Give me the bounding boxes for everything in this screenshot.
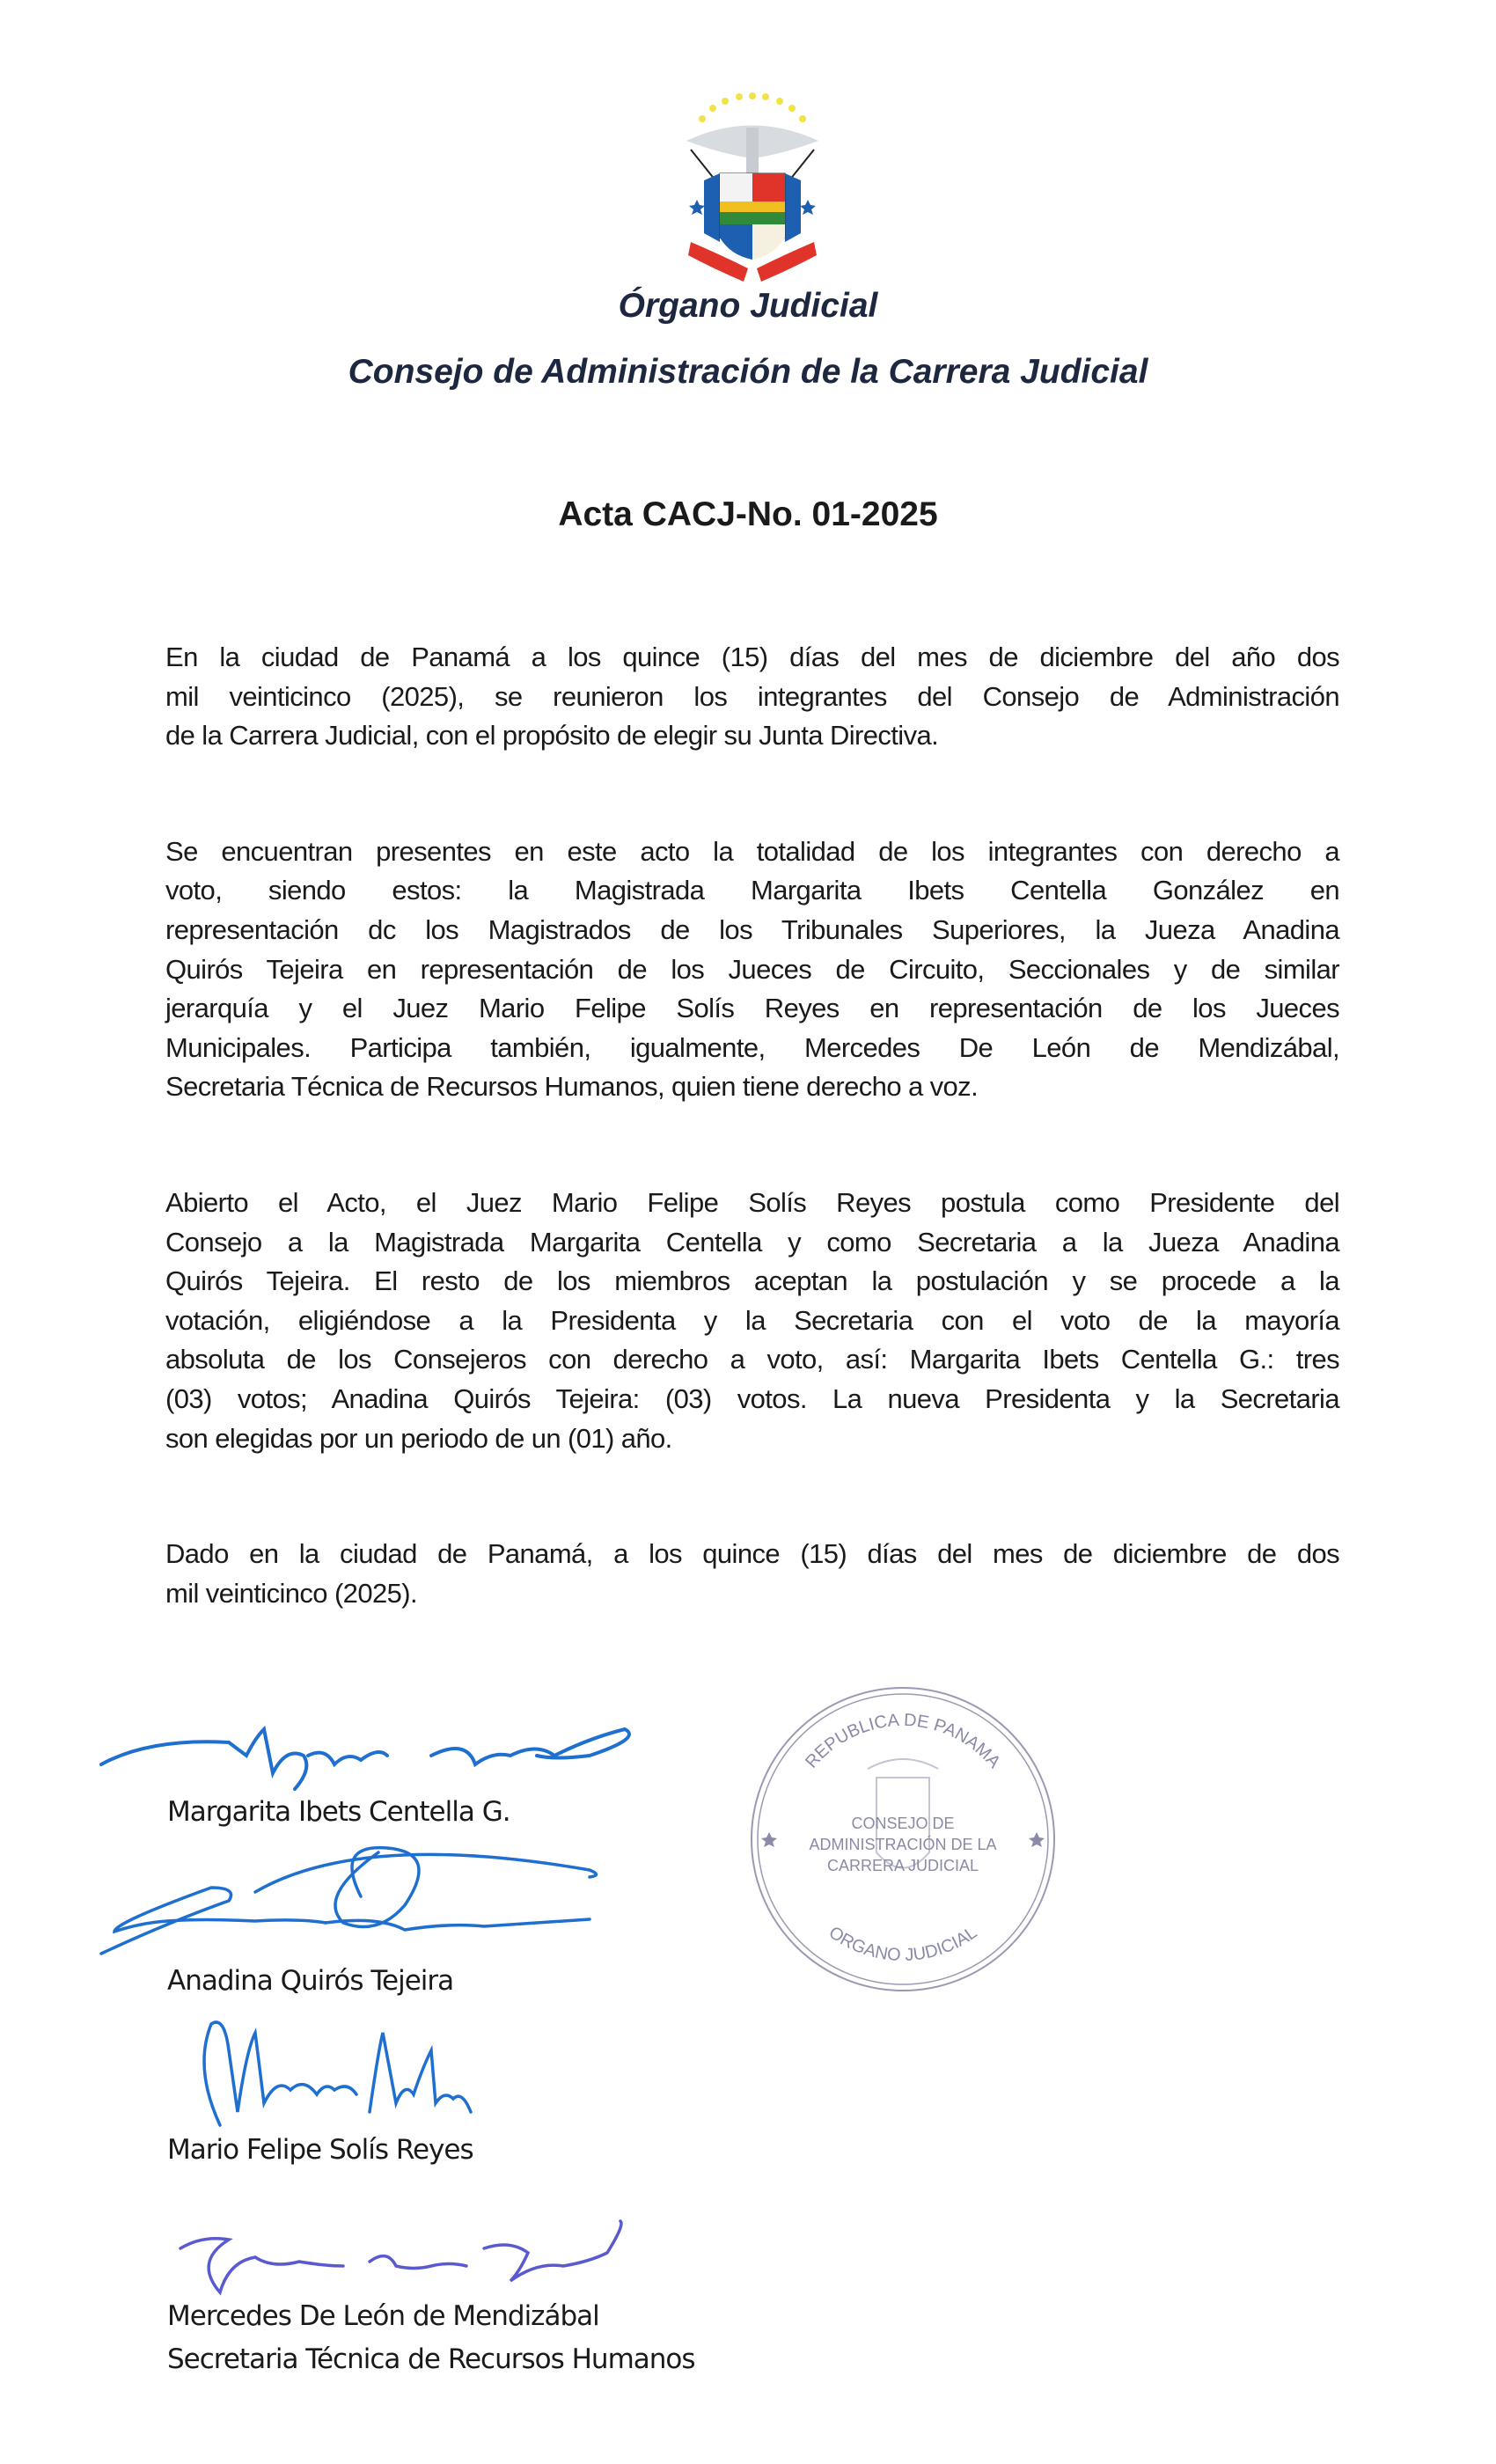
paragraph-election (165, 1184, 1339, 1458)
official-seal (744, 1681, 1061, 1998)
signatory-name: Margarita Ibets Centella G. (167, 1796, 510, 1828)
text-line: son elegidas por un periodo de un (01) año. (165, 1422, 672, 1454)
text-line: absoluta de los Consejeros con derecho a voto, así: Margarita Ibets Centella G.: tres (165, 1344, 1339, 1375)
paragraph-opening (165, 638, 1339, 756)
text-line: Consejo a la Magistrada Margarita Centella y como Secretaria a la Jueza Anadina (165, 1226, 1339, 1258)
text-line: Quirós Tejeira en representación de los Jueces de Circuito, Seccionales y de similar (165, 953, 1339, 985)
coat-of-arms-emblem (678, 92, 827, 286)
signatory-role: Secretaria Técnica de Recursos Humanos (167, 2343, 695, 2375)
text-line: Municipales. Participa también, igualmente, Mercedes De León de Mendizábal, (165, 1031, 1339, 1063)
signatory-name: Mario Felipe Solís Reyes (167, 2134, 473, 2166)
seal-outer-text: REPUBLICA DE PANAMA (802, 1710, 1004, 1772)
council-heading: Consejo de Administración de la Carrera Judicial (348, 353, 1148, 391)
signature-mercedes (167, 2218, 660, 2297)
svg-text:REPUBLICA DE PANAMA (802, 1711, 1004, 1772)
text-line: jerarquía y el Juez Mario Felipe Solís Reyes en representación de los Jueces (165, 993, 1339, 1024)
paragraph-closing (165, 1535, 1339, 1613)
signatory-name: Mercedes De León de Mendizábal (167, 2300, 599, 2332)
text-line: Dado en la ciudad de Panamá, a los quince (15) días del mes de diciembre de dos (165, 1538, 1339, 1570)
text-line: Quirós Tejeira. El resto de los miembros aceptan la postulación y se procede a la (165, 1265, 1339, 1297)
document-body (165, 638, 1339, 1690)
svg-text:ORGANO JUDICIAL (825, 1923, 981, 1965)
text-line: voto, siendo estos: la Magistrada Margarita Ibets Centella González en (165, 875, 1339, 906)
text-line: (03) votos; Anadina Quirós Tejeira: (03) votos. La nueva Presidenta y la Secretaria (165, 1382, 1339, 1414)
organization-heading: Órgano Judicial (618, 287, 878, 325)
signature-margarita (97, 1712, 713, 1793)
document-title: Acta CACJ-No. 01-2025 (558, 495, 938, 533)
seal-bottom-text: ORGANO JUDICIAL (825, 1922, 981, 1966)
text-line: mil veinticinco (2025). (165, 1577, 417, 1609)
text-line: de la Carrera Judicial, con el propósito de elegir su Junta Directiva. (165, 720, 939, 752)
signature-mario (194, 2015, 510, 2130)
text-line: mil veinticinco (2025), se reunieron los integrantes del Consejo de Administración (165, 680, 1339, 712)
text-line: En la ciudad de Panamá a los quince (15) días del mes de diciembre del año dos (165, 642, 1339, 672)
signature-anadina (97, 1835, 713, 1960)
text-line: votación, eligiéndose a la Presidenta y la Secretaria con el voto de la mayoría (165, 1304, 1339, 1336)
seal-inner-text: CONSEJO DE ADMINISTRACIÓN DE LA CARRERA JUDICIAL (809, 1815, 997, 1874)
text-line: Se encuentran presentes en este acto la totalidad de los integrantes con derecho a (165, 835, 1339, 867)
signatory-name: Anadina Quirós Tejeira (167, 1965, 454, 1997)
text-line: representación dc los Magistrados de los Tribunales Superiores, la Jueza Anadina (165, 913, 1339, 945)
text-line: Abierto el Acto, el Juez Mario Felipe Solís Reyes postula como Presidente del (165, 1186, 1339, 1218)
text-line: Secretaria Técnica de Recursos Humanos, quien tiene derecho a voz. (165, 1071, 979, 1103)
paragraph-attendees (165, 832, 1339, 1107)
